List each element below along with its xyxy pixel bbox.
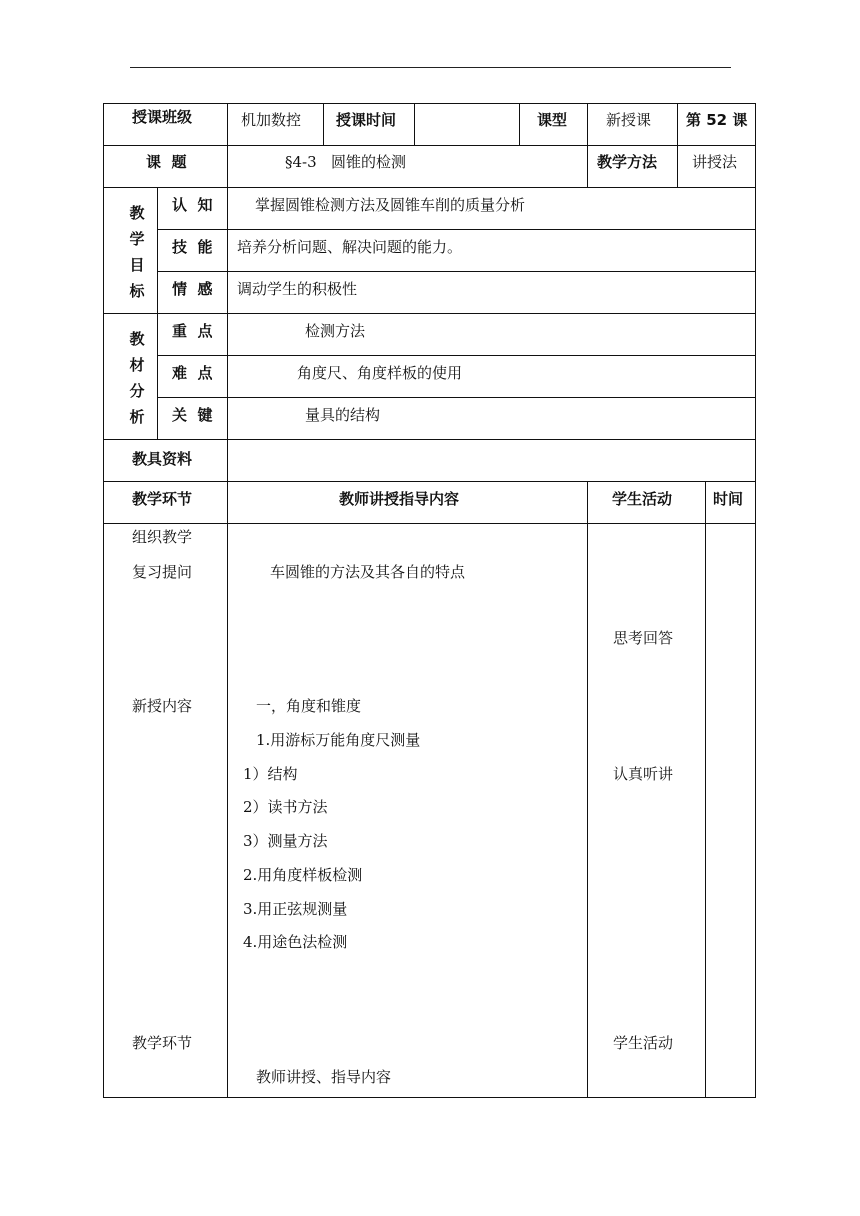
- row-divider: [103, 187, 756, 188]
- col-divider: [414, 103, 415, 146]
- process-header-time: 时间: [713, 490, 744, 508]
- row-divider: [103, 313, 756, 314]
- objective-value-cognition: 掌握圆锥检测方法及圆锥车削的质量分析: [255, 196, 526, 214]
- objectives-group-label: [128, 200, 146, 304]
- material-label-key-point: 重 点: [172, 322, 213, 340]
- review-question: 车圆锥的方法及其各自的特点: [270, 563, 466, 581]
- class-value: 机加数控: [241, 111, 302, 129]
- col-divider: [587, 103, 588, 188]
- content-line: 2.用角度样板检测: [243, 866, 363, 884]
- process-header-stage: 教学环节: [132, 490, 193, 508]
- objective-label-cognition: 认 知: [172, 196, 213, 214]
- content-line: 一，角度和锥度: [256, 697, 362, 715]
- table-border-top: [103, 103, 756, 104]
- class-label: 授课班级: [132, 108, 193, 126]
- objective-label-skill: 技 能: [172, 238, 213, 256]
- row-divider: [157, 271, 756, 272]
- objectives-group-char: 学: [129, 230, 145, 248]
- content-line: 3）测量方法: [243, 832, 328, 850]
- topic-label: 课 题: [146, 153, 187, 171]
- stage-review: 复习提问: [132, 563, 193, 581]
- method-value: 讲授法: [692, 153, 738, 171]
- student-activity-listen: 认真听讲: [613, 765, 674, 783]
- type-label: 课型: [537, 111, 568, 129]
- material-value-difficulty: 角度尺、角度样板的使用: [297, 364, 463, 382]
- teaching-aids-label: 教具资料: [132, 450, 193, 468]
- time-label: 授课时间: [336, 111, 397, 129]
- stage-new-content: 新授内容: [132, 697, 193, 715]
- material-value-key: 量具的结构: [305, 406, 381, 424]
- content-line: 1.用游标万能角度尺测量: [256, 731, 421, 749]
- col-divider: [587, 481, 588, 1098]
- table-border-left: [103, 103, 104, 1098]
- col-divider: [227, 103, 228, 1098]
- objectives-group-char: 目: [129, 256, 145, 274]
- footer-content: 教师讲授、指导内容: [256, 1068, 392, 1086]
- col-divider: [677, 103, 678, 188]
- table-border-right: [755, 103, 756, 1098]
- process-header-student: 学生活动: [612, 490, 673, 508]
- content-line: 1）结构: [243, 765, 298, 783]
- table-border-bottom: [103, 1097, 756, 1098]
- material-group-char: 教: [129, 330, 145, 348]
- col-divider: [323, 103, 324, 146]
- material-group-char: 分: [129, 382, 145, 400]
- objectives-group-char: 教: [129, 204, 145, 222]
- process-header-content: 教师讲授指导内容: [339, 490, 460, 508]
- row-divider: [103, 439, 756, 440]
- student-activity-footer: 学生活动: [613, 1034, 674, 1052]
- row-divider: [157, 397, 756, 398]
- row-divider: [157, 355, 756, 356]
- col-divider: [157, 187, 158, 440]
- material-group-label: [128, 326, 146, 430]
- student-activity-think: 思考回答: [613, 629, 674, 647]
- stage-organize: 组织教学: [132, 528, 193, 546]
- material-value-key-point: 检测方法: [305, 322, 366, 340]
- material-label-difficulty: 难 点: [172, 364, 213, 382]
- objective-value-skill: 培养分析问题、解决问题的能力。: [237, 238, 463, 256]
- objectives-group-char: 标: [129, 282, 145, 300]
- topic-value: §4-3 圆锥的检测: [285, 153, 406, 171]
- material-group-char: 材: [129, 356, 145, 374]
- stage-footer: 教学环节: [132, 1034, 193, 1052]
- row-divider: [103, 523, 756, 524]
- method-label: 教学方法: [597, 153, 658, 171]
- col-divider: [705, 481, 706, 1098]
- content-line: 2）读书方法: [243, 798, 328, 816]
- row-divider: [157, 229, 756, 230]
- content-line: 4.用途色法检测: [243, 933, 348, 951]
- content-line: 3.用正弦规测量: [243, 900, 348, 918]
- objective-label-emotion: 情 感: [172, 280, 213, 298]
- lesson-number: 第 52 课: [686, 111, 748, 129]
- row-divider: [103, 145, 756, 146]
- row-divider: [103, 481, 756, 482]
- material-label-key: 关 键: [172, 406, 213, 424]
- material-group-char: 析: [129, 408, 145, 426]
- objective-value-emotion: 调动学生的积极性: [237, 280, 358, 298]
- col-divider: [519, 103, 520, 146]
- type-value: 新授课: [606, 111, 652, 129]
